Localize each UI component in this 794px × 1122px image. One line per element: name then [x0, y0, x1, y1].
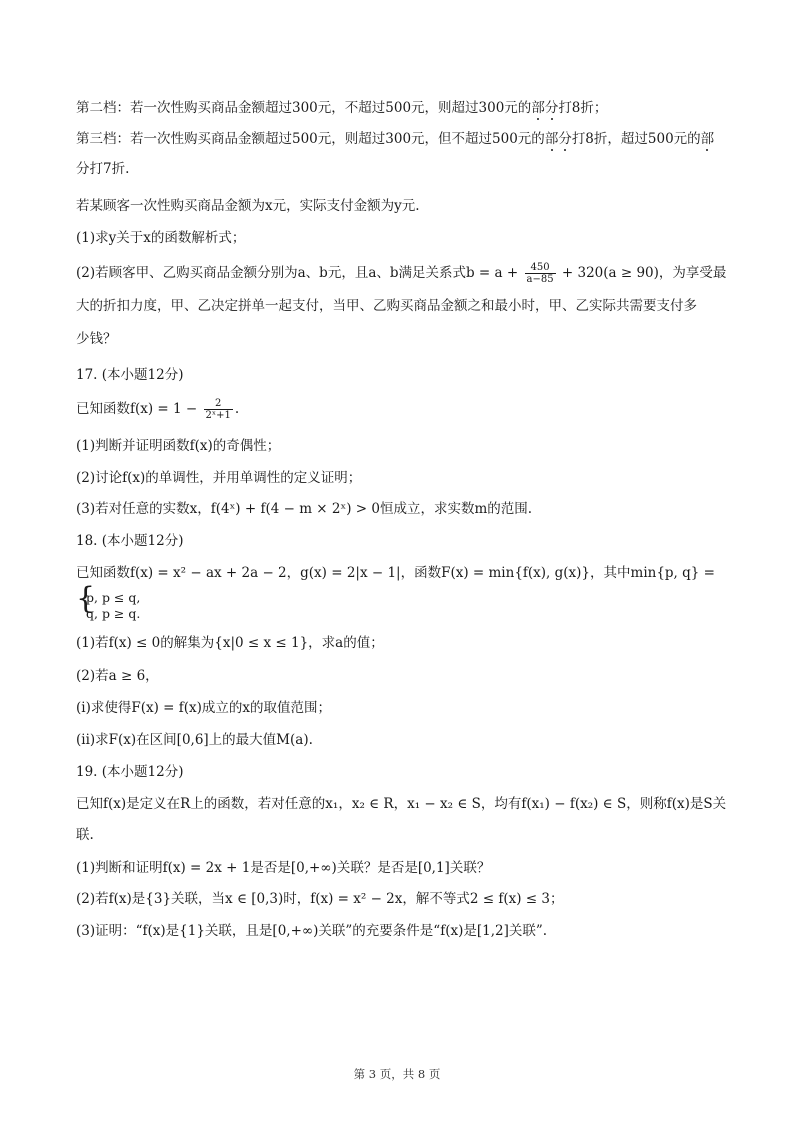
q18-part2-ii: (ii)求F(x)在区间[0,6]上的最大值M(a).: [76, 732, 313, 748]
q18-definition: 已知函数f(x) = x² − ax + 2a − 2，g(x) = 2|x − 1|，函数F(x) = min{f(x), g(x)}，其中min{p, q} =: [76, 565, 715, 581]
tier2-text-a: 第二档：若一次性购买商品金额超过300元，不超过500元，则超过300元的: [76, 100, 532, 116]
q16-part1: (1)求y关于x的函数解析式；: [76, 230, 246, 246]
tier3-line: [76, 129, 714, 149]
q16-frac-numerator: 450: [525, 262, 556, 274]
tier3-dotted-char: 部: [544, 131, 559, 147]
q17-def-pre: 已知函数f(x) = 1 −: [76, 401, 198, 417]
q16-fraction: [525, 262, 556, 285]
tier3-text-a: 第三档：若一次性购买商品金额超过500元，则超过300元，但不超过500元的: [76, 131, 545, 147]
q19-title: 19. (本小题12分): [76, 764, 184, 780]
q19-part3: (3)证明：“f(x)是{1}关联，且是[0,+∞)关联”的充要条件是“f(x)是[1,2]关联”.: [76, 923, 548, 939]
q18-title: 18. (本小题12分): [76, 533, 184, 549]
q19-definition-line1: 已知f(x)是定义在R上的函数，若对任意的x₁，x₂ ∈ R，x₁ − x₂ ∈ S，均有f(x₁) − f(x₂) ∈ S，则称f(x)是S关: [76, 796, 727, 812]
q18-case-2: q, p ≥ q.: [86, 606, 141, 621]
q18-part2: (2)若a ≥ 6，: [76, 668, 159, 684]
tier2-dotted-char: 部: [531, 100, 545, 116]
q19-part1: (1)判断和证明f(x) = 2x + 1是否是[0,+∞)关联？是否是[0,1]关联？: [76, 860, 491, 876]
tier2-text-b: 打8折；: [558, 100, 608, 116]
q16-part2-line1: [76, 262, 726, 285]
q17-fraction: [204, 398, 233, 421]
q17-frac-denominator: 2ˣ+1: [205, 410, 231, 421]
q16-part2-pre: (2)若顾客甲、乙购买商品金额分别为a、b元，且a、b满足关系式b = a +: [76, 265, 519, 281]
tier3-line-2: 分打7折.: [76, 161, 130, 177]
tier3-text-b: 打8折，超过500元的: [571, 131, 701, 147]
q17-part3: (3)若对任意的实数x，f(4ˣ) + f(4 − m × 2ˣ) > 0恒成立，求实数m的范围.: [76, 501, 533, 517]
q17-part1: (1)判断并证明函数f(x)的奇偶性；: [76, 438, 281, 454]
q17-definition: [76, 398, 239, 421]
q16-frac-denominator: a−85: [526, 274, 554, 285]
page-footer: 第 3 页，共 8 页: [353, 1067, 441, 1081]
q19-part2: (2)若f(x)是{3}关联，当x ∈ [0,3)时，f(x) = x² − 2x，解不等式2 ≤ f(x) ≤ 3；: [76, 891, 564, 907]
q18-case-1: p, p ≤ q,: [86, 590, 141, 605]
q18-case-brace: {: [76, 581, 96, 616]
q16-part2-line2: 大的折扣力度，甲、乙决定拼单一起支付，当甲、乙购买商品金额之和最小时，甲、乙实际共需要支付多: [76, 298, 697, 314]
q17-frac-numerator: 2: [204, 398, 233, 410]
tier3-dotted-char: 分: [558, 131, 572, 147]
q18-part1: (1)若f(x) ≤ 0的解集为{x|0 ≤ x ≤ 1}，求a的值；: [76, 635, 384, 651]
q16-part2-post: + 320(a ≥ 90)，为享受最: [561, 265, 727, 281]
q17-title: 17. (本小题12分): [76, 367, 184, 383]
tier2-dotted-char: 分: [544, 100, 559, 116]
q17-part2: (2)讨论f(x)的单调性，并用单调性的定义证明；: [76, 470, 362, 486]
q19-definition-line2: 联.: [76, 827, 94, 843]
q17-def-post: .: [234, 401, 240, 417]
tier3-dotted-char: 部: [700, 131, 715, 147]
tier2-line: [76, 98, 607, 118]
q16-part2-line3: 少钱？: [76, 331, 117, 347]
q16-intro: 若某顾客一次性购买商品金额为x元，实际支付金额为y元.: [76, 198, 420, 214]
q18-part2-i: (i)求使得F(x) = f(x)成立的x的取值范围；: [76, 700, 332, 716]
